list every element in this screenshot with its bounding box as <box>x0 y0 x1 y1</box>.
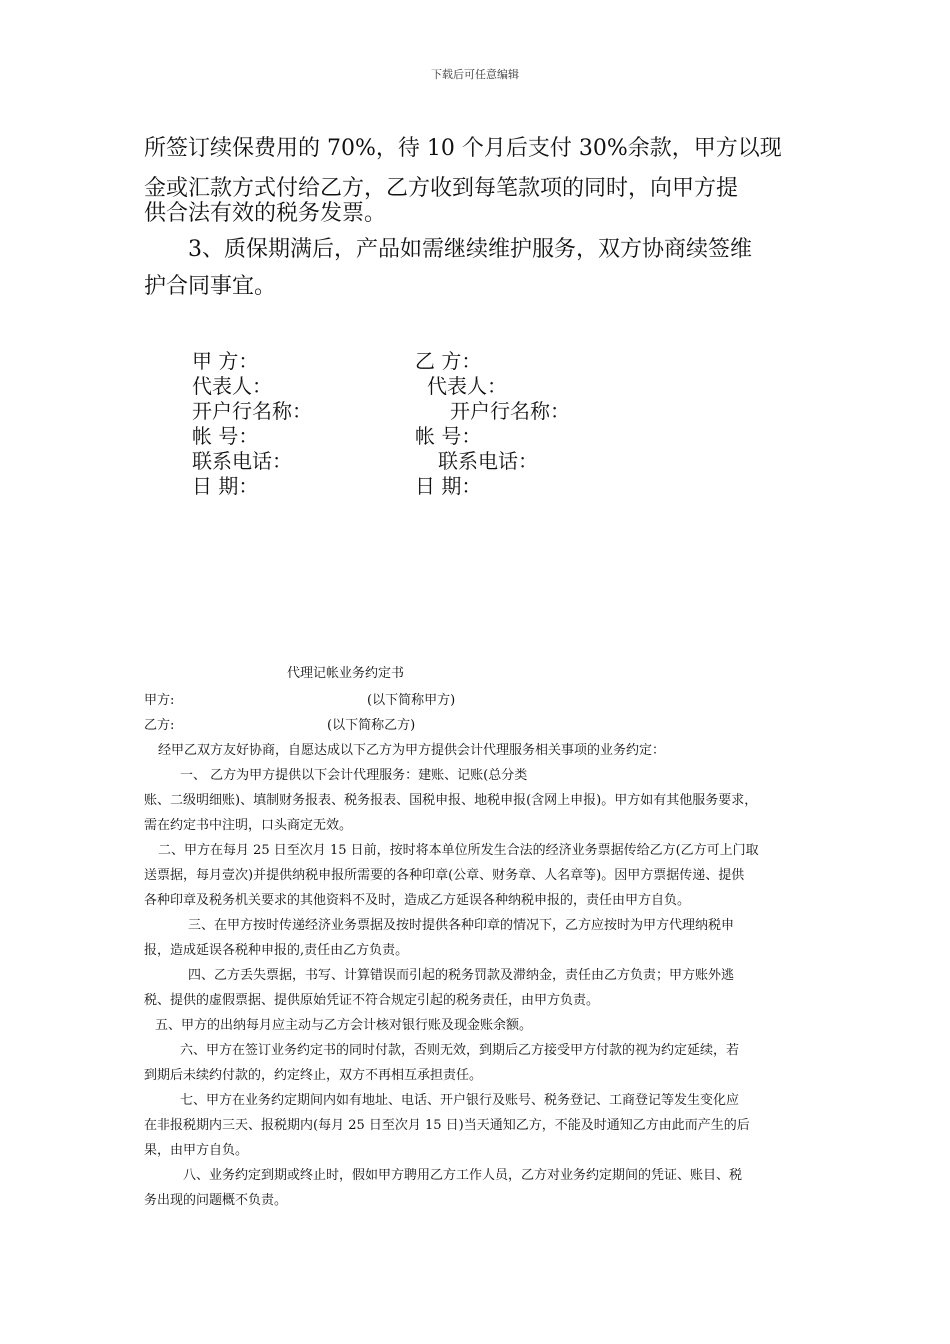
agreement-title: 代理记帐业务约定书 <box>287 666 405 681</box>
signature-left-bank: 开户行名称： <box>192 399 312 423</box>
agreement-line: 七、甲方在业务约定期间内如有地址、电话、开户银行及账号、税务登记、工商登记等发生变化应 <box>180 1093 740 1108</box>
agreement-line: 经甲乙双方友好协商，自愿达成以下乙方为甲方提供会计代理服务相关事项的业务约定： <box>158 743 666 758</box>
agreement-line: 账、二级明细账)、填制财务报表、税务报表、国税申报、地税申报(含网上申报)。甲方如有其他服务要求， <box>144 793 758 808</box>
page-header: 下载后可任意编辑 <box>431 68 519 81</box>
signature-right-phone: 联系电话： <box>438 449 538 473</box>
agreement-line: 各种印章及税务机关要求的其他资料不及时，造成乙方延误各种纳税申报的，责任由甲方自负。 <box>144 893 691 908</box>
agreement-line: 二、甲方在每月 25 日至次月 15 日前，按时将本单位所发生合法的经济业务票据传给乙方(乙方可上门取 <box>158 843 759 858</box>
agreement-line: 四、乙方丢失票据，书写、计算错误而引起的税务罚款及滞纳金，责任由乙方负责；甲方账外逃 <box>188 968 735 983</box>
agreement-line: 到期后未续约付款的，约定终止，双方不再相互承担责任。 <box>144 1068 483 1083</box>
agreement-line: 六、甲方在签订业务约定书的同时付款，否则无效，到期后乙方接受甲方付款的视为约定延续，若 <box>180 1043 740 1058</box>
party-a-note: (以下简称甲方) <box>367 693 456 708</box>
signature-right-party: 乙 方： <box>415 349 482 373</box>
paragraph-line: 护合同事宜。 <box>144 274 277 299</box>
agreement-line: 八、业务约定到期或终止时，假如甲方聘用乙方工作人员，乙方对业务约定期间的凭证、账目、税 <box>183 1168 743 1183</box>
agreement-line: 税、提供的虚假票据、提供原始凭证不符合规定引起的税务责任，由甲方负责。 <box>144 993 600 1008</box>
signature-right-bank: 开户行名称： <box>450 399 570 423</box>
signature-left-date: 日 期： <box>192 474 259 498</box>
agreement-line: 务出现的问题概不负责。 <box>144 1193 288 1208</box>
party-b-label: 乙方: <box>144 718 175 733</box>
agreement-line: 三、在甲方按时传递经济业务票据及按时提供各种印章的情况下，乙方应按时为甲方代理纳税申 <box>188 918 735 933</box>
signature-left-rep: 代表人： <box>192 374 272 398</box>
party-b-note: (以下简称乙方) <box>327 718 416 733</box>
signature-right-account: 帐 号： <box>415 424 482 448</box>
signature-right-date: 日 期： <box>415 474 482 498</box>
signature-left-account: 帐 号： <box>192 424 259 448</box>
signature-left-phone: 联系电话： <box>192 449 292 473</box>
signature-right-rep: 代表人： <box>427 374 507 398</box>
signature-left-party: 甲 方： <box>192 349 259 373</box>
agreement-line: 一、 乙方为甲方提供以下会计代理服务：建账、记账(总分类 <box>180 768 528 783</box>
agreement-line: 报，造成延误各税种申报的,责任由乙方负责。 <box>144 943 409 958</box>
paragraph-line: 供合法有效的税务发票。 <box>144 201 387 226</box>
agreement-line: 在非报税期内三天、报税期内(每月 25 日至次月 15 日)当天通知乙方，不能及时通知乙方由此而产生的后 <box>144 1118 750 1133</box>
agreement-line: 需在约定书中注明，口头商定无效。 <box>144 818 353 833</box>
agreement-line: 果，由甲方自负。 <box>144 1143 249 1158</box>
party-a-label: 甲方: <box>144 693 175 708</box>
paragraph-line: 3、质保期满后，产品如需继续维护服务，双方协商续签维 <box>188 237 752 262</box>
paragraph-line: 金或汇款方式付给乙方，乙方收到每笔款项的同时，向甲方提 <box>144 176 739 201</box>
paragraph-line: 所签订续保费用的 70%，待 10 个月后支付 30%余款，甲方以现 <box>144 136 782 161</box>
agreement-line: 五、甲方的出纳每月应主动与乙方会计核对银行账及现金账余额。 <box>155 1018 533 1033</box>
agreement-line: 送票据，每月壹次)并提供纳税申报所需要的各种印章(公章、财务章、人名章等)。因甲方票据传递、提供 <box>144 868 745 883</box>
